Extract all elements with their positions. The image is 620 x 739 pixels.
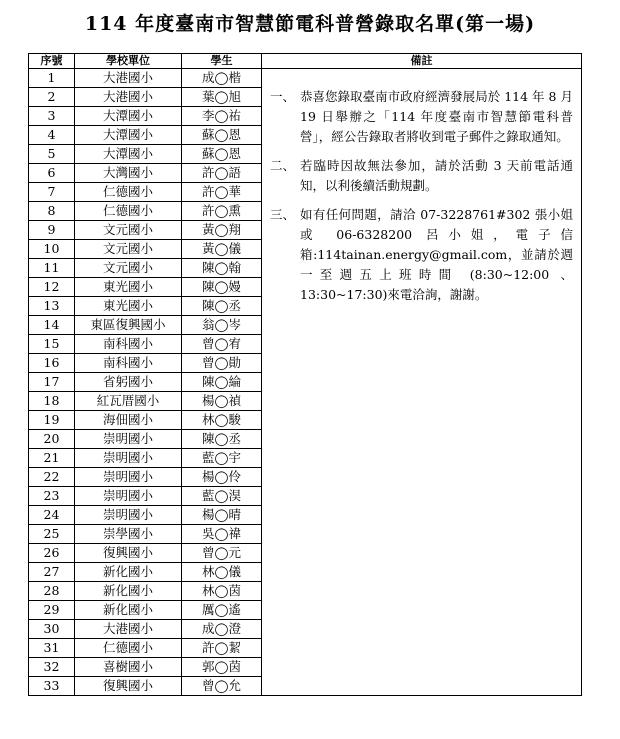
school-cell: 崇明國小: [75, 468, 182, 487]
school-cell: 崇明國小: [75, 430, 182, 449]
row-number: 16: [29, 354, 75, 373]
row-number: 1: [29, 69, 75, 88]
student-cell: 許◯語: [182, 164, 262, 183]
row-number: 26: [29, 544, 75, 563]
row-number: 20: [29, 430, 75, 449]
student-cell: 林◯儀: [182, 563, 262, 582]
note-item: [270, 205, 573, 305]
row-number: 21: [29, 449, 75, 468]
school-cell: 崇學國小: [75, 525, 182, 544]
header-notes: 備註: [262, 54, 582, 69]
school-cell: 新化國小: [75, 563, 182, 582]
header-no: 序號: [29, 54, 75, 69]
school-cell: 紅瓦厝國小: [75, 392, 182, 411]
note-text: 恭喜您錄取臺南市政府經濟發展局於 114 年 8 月 19 日舉辦之「114 年度臺南市智慧節電科普營」，經公告錄取者將收到電子郵件之錄取通知。: [300, 89, 573, 144]
row-number: 14: [29, 316, 75, 335]
student-cell: 藍◯宇: [182, 449, 262, 468]
student-cell: 李◯祐: [182, 107, 262, 126]
row-number: 33: [29, 677, 75, 696]
school-cell: 大港國小: [75, 69, 182, 88]
row-number: 2: [29, 88, 75, 107]
page-title: 114 年度臺南市智慧節電科普營錄取名單(第一場): [84, 13, 536, 35]
row-number: 13: [29, 297, 75, 316]
school-cell: 大潭國小: [75, 145, 182, 164]
school-cell: 仁德國小: [75, 639, 182, 658]
school-cell: 新化國小: [75, 582, 182, 601]
student-cell: 許◯熏: [182, 202, 262, 221]
row-number: 10: [29, 240, 75, 259]
row-number: 7: [29, 183, 75, 202]
table-header-row: [29, 54, 582, 69]
school-cell: 崇明國小: [75, 449, 182, 468]
row-number: 27: [29, 563, 75, 582]
row-number: 25: [29, 525, 75, 544]
student-cell: 成◯楷: [182, 69, 262, 88]
student-cell: 厲◯遙: [182, 601, 262, 620]
student-cell: 林◯駿: [182, 411, 262, 430]
notes-cell: [262, 69, 582, 696]
student-cell: 林◯茵: [182, 582, 262, 601]
school-cell: 大潭國小: [75, 126, 182, 145]
school-cell: 復興國小: [75, 677, 182, 696]
student-cell: 陳◯丞: [182, 430, 262, 449]
row-number: 5: [29, 145, 75, 164]
table-row: [29, 69, 582, 88]
school-cell: 大灣國小: [75, 164, 182, 183]
student-cell: 蘇◯恩: [182, 145, 262, 164]
school-cell: 文元國小: [75, 259, 182, 278]
student-cell: 陳◯翰: [182, 259, 262, 278]
school-cell: 喜樹國小: [75, 658, 182, 677]
student-cell: 吳◯禕: [182, 525, 262, 544]
note-number: 三、: [270, 207, 296, 222]
row-number: 15: [29, 335, 75, 354]
school-cell: 東區復興國小: [75, 316, 182, 335]
row-number: 8: [29, 202, 75, 221]
school-cell: 大潭國小: [75, 107, 182, 126]
school-cell: 文元國小: [75, 221, 182, 240]
row-number: 28: [29, 582, 75, 601]
student-cell: 黃◯翔: [182, 221, 262, 240]
student-cell: 許◯華: [182, 183, 262, 202]
row-number: 22: [29, 468, 75, 487]
school-cell: 仁德國小: [75, 183, 182, 202]
row-number: 19: [29, 411, 75, 430]
note-number: 二、: [270, 158, 296, 173]
student-cell: 楊◯晴: [182, 506, 262, 525]
admission-table: [28, 53, 582, 696]
student-cell: 陳◯嫚: [182, 278, 262, 297]
school-cell: 崇明國小: [75, 487, 182, 506]
school-cell: 新化國小: [75, 601, 182, 620]
note-item: [270, 156, 573, 196]
school-cell: 仁德國小: [75, 202, 182, 221]
student-cell: 曾◯勛: [182, 354, 262, 373]
school-cell: 南科國小: [75, 354, 182, 373]
student-cell: 曾◯宥: [182, 335, 262, 354]
student-cell: 藍◯淏: [182, 487, 262, 506]
note-number: 一、: [270, 89, 296, 104]
note-text: 如有任何問題，請洽 07-3228761#302 張小姐或 06-6328200 呂小姐，電子信箱:114tainan.energy@gmail.com，並請於週一至週五上班時間 (8:30~12:00 、13:30~17:30)來電洽詢，謝謝。: [300, 207, 573, 302]
row-number: 11: [29, 259, 75, 278]
student-cell: 許◯絜: [182, 639, 262, 658]
row-number: 29: [29, 601, 75, 620]
row-number: 17: [29, 373, 75, 392]
row-number: 18: [29, 392, 75, 411]
row-number: 6: [29, 164, 75, 183]
note-text: 若臨時因故無法參加，請於活動 3 天前電話通知，以利後續活動規劃。: [300, 158, 573, 193]
student-cell: 翁◯岑: [182, 316, 262, 335]
student-cell: 郭◯茵: [182, 658, 262, 677]
row-number: 30: [29, 620, 75, 639]
row-number: 32: [29, 658, 75, 677]
student-cell: 曾◯元: [182, 544, 262, 563]
row-number: 9: [29, 221, 75, 240]
school-cell: 崇明國小: [75, 506, 182, 525]
school-cell: 東光國小: [75, 297, 182, 316]
header-school: 學校單位: [75, 54, 182, 69]
school-cell: 東光國小: [75, 278, 182, 297]
school-cell: 大港國小: [75, 620, 182, 639]
student-cell: 陳◯丞: [182, 297, 262, 316]
row-number: 3: [29, 107, 75, 126]
student-cell: 成◯澄: [182, 620, 262, 639]
student-cell: 楊◯禎: [182, 392, 262, 411]
student-cell: 曾◯允: [182, 677, 262, 696]
row-number: 23: [29, 487, 75, 506]
note-item: [270, 87, 573, 147]
school-cell: 海佃國小: [75, 411, 182, 430]
row-number: 4: [29, 126, 75, 145]
student-cell: 葉◯旭: [182, 88, 262, 107]
school-cell: 文元國小: [75, 240, 182, 259]
student-cell: 蘇◯恩: [182, 126, 262, 145]
student-cell: 黃◯儀: [182, 240, 262, 259]
row-number: 31: [29, 639, 75, 658]
school-cell: 省躬國小: [75, 373, 182, 392]
student-cell: 楊◯伶: [182, 468, 262, 487]
row-number: 24: [29, 506, 75, 525]
table-body: [29, 69, 582, 696]
row-number: 12: [29, 278, 75, 297]
school-cell: 復興國小: [75, 544, 182, 563]
header-student: 學生: [182, 54, 262, 69]
school-cell: 南科國小: [75, 335, 182, 354]
school-cell: 大港國小: [75, 88, 182, 107]
student-cell: 陳◯綸: [182, 373, 262, 392]
